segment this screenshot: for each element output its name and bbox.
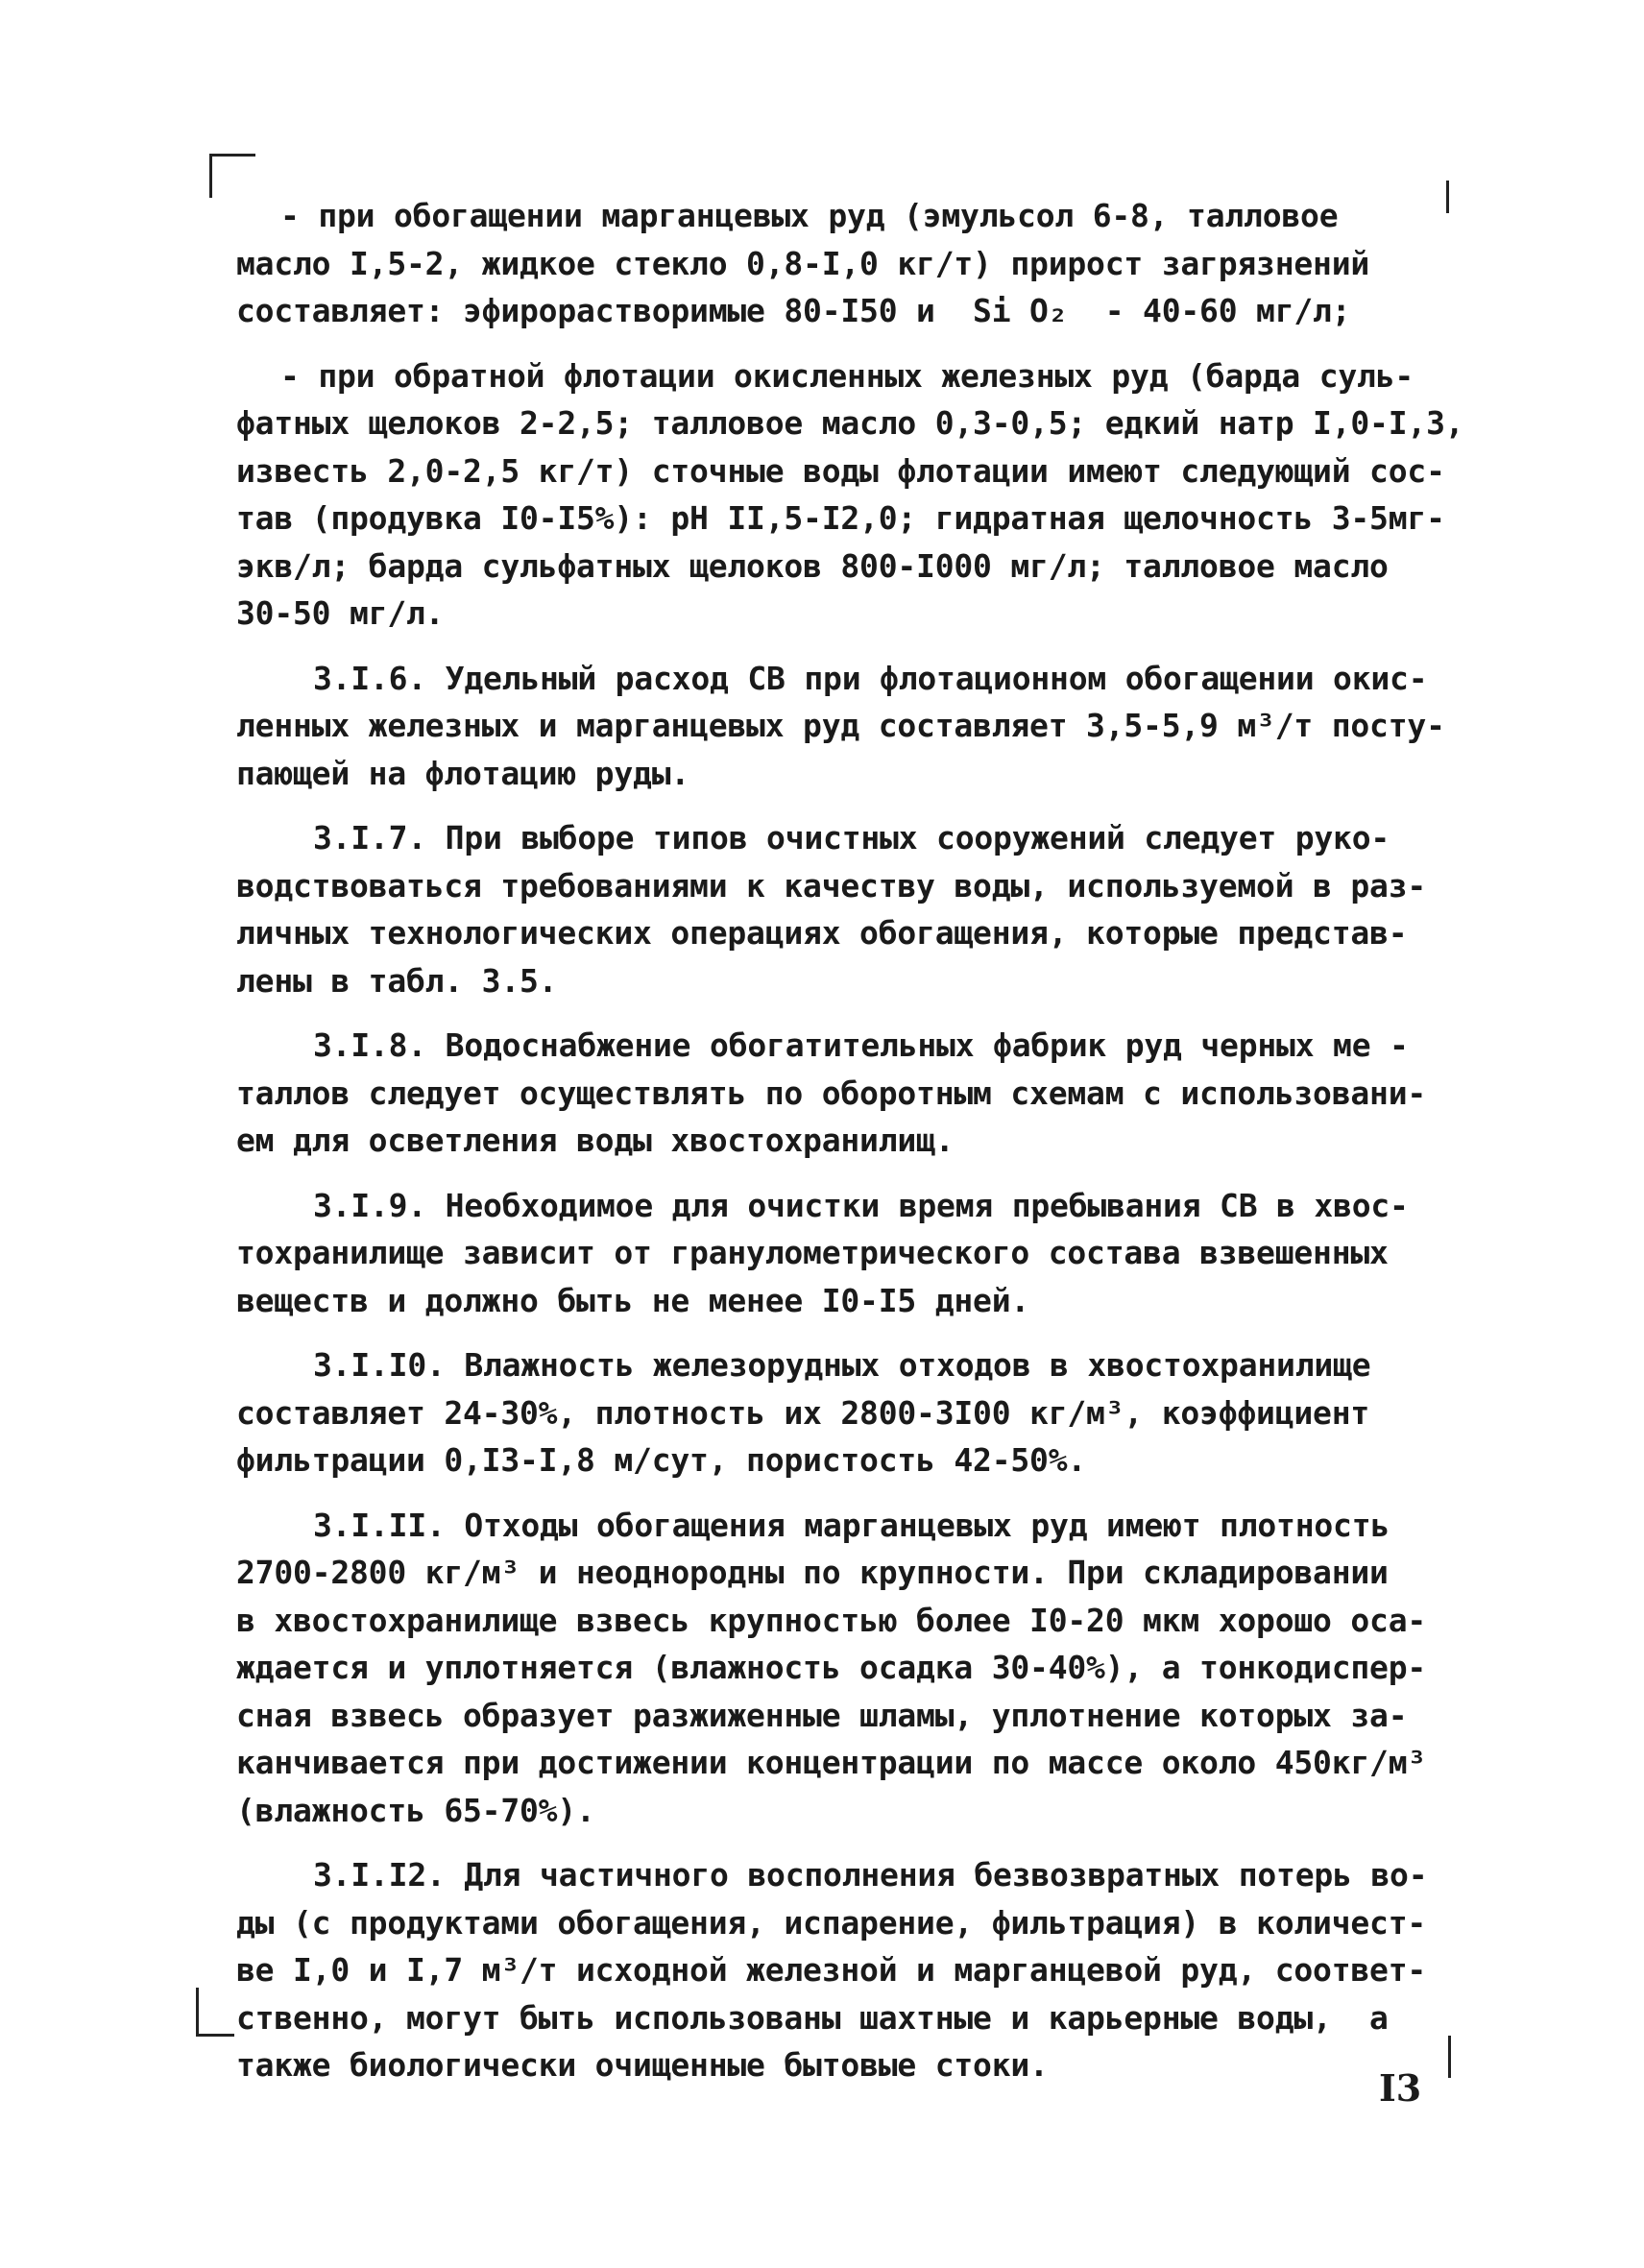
corner-mark-bottom-left-vertical <box>196 1988 199 2036</box>
text-line: составляет: эфирорастворимые 80-I50 и Si O₂ - 40-60 мг/л; <box>236 292 1351 329</box>
text-line: известь 2,0-2,5 кг/т) сточные воды флотации имеют следующий сос- <box>236 451 1445 490</box>
paragraph-p2 <box>236 352 1475 638</box>
paragraph-p7 <box>236 1341 1475 1484</box>
text-line: фатных щелоков 2-2,5; талловое масло 0,3-0,5; едкий натр I,0-I,3, <box>236 404 1464 442</box>
text-line: ем для осветления воды хвостохранилищ. <box>236 1122 955 1159</box>
text-line: ждается и уплотняется (влажность осадка 30-40%), а тонкодиспер- <box>236 1649 1427 1686</box>
corner-mark-bottom-left-horizontal <box>196 2034 234 2037</box>
text-line: 30-50 мг/л. <box>236 594 445 632</box>
page-number: I3 <box>1379 2066 1422 2110</box>
text-line: - при обогащении марганцевых руд (эмульсол 6-8, талловое <box>280 197 1339 234</box>
corner-mark-top-left-vertical <box>209 154 212 198</box>
text-line: таллов следует осуществлять по оборотным схемам с использовани- <box>236 1074 1427 1112</box>
paragraph-p9 <box>236 1851 1475 2089</box>
paragraph-p6 <box>236 1182 1475 1325</box>
paragraph-p5 <box>236 1022 1475 1165</box>
text-line: 3.I.9. Необходимое для очистки время пребывания СВ в хвос- <box>313 1186 1409 1224</box>
corner-mark-top-left-horizontal <box>209 154 255 157</box>
text-line: 3.I.I2. Для частичного восполнения безвозвратных потерь во- <box>313 1856 1428 1894</box>
text-line: личных технологических операциях обогащения, которые представ- <box>236 914 1408 952</box>
text-line: составляет 24-30%, плотность их 2800-3I00 кг/м³, коэффициент <box>236 1393 1370 1432</box>
text-line: 2700-2800 кг/м³ и неоднородны по крупности. При складировании <box>236 1554 1389 1591</box>
paragraph-p3 <box>236 655 1475 798</box>
text-line: 3.I.I0. Влажность железорудных отходов в хвостохранилище <box>313 1346 1371 1384</box>
text-line: 3.I.7. При выборе типов очистных сооружений следует руко- <box>313 819 1390 857</box>
text-line: канчивается при достижении концентрации по массе около 450кг/м³ <box>236 1744 1427 1781</box>
text-line: 3.I.6. Удельный расход СВ при флотационном обогащении окис- <box>313 659 1428 697</box>
text-line: ленных железных и марганцевых руд составляет 3,5-5,9 м³/т посту- <box>236 707 1445 744</box>
text-line: экв/л; барда сульфатных щелоков 800-I000 мг/л; талловое масло <box>236 546 1389 585</box>
text-line: 3.I.8. Водоснабжение обогатительных фабрик руд черных ме - <box>313 1026 1409 1064</box>
text-line: в хвостохранилище взвесь крупностью более I0-20 мкм хорошо оса- <box>236 1601 1427 1639</box>
text-line: ды (с продуктами обогащения, испарение, фильтрация) в количест- <box>236 1903 1427 1942</box>
text-line: ве I,0 и I,7 м³/т исходной железной и марганцевой руд, соответ- <box>236 1951 1427 1989</box>
paragraph-p8 <box>236 1502 1475 1835</box>
text-line: - при обратной флотации окисленных железных руд (барда суль- <box>280 356 1414 395</box>
text-line: сная взвесь образует разжиженные шламы, уплотнение которых за- <box>236 1696 1408 1734</box>
paragraph-p1 <box>236 192 1475 335</box>
text-line: (влажность 65-70%). <box>236 1791 595 1829</box>
text-line: пающей на флотацию руды. <box>236 754 690 792</box>
text-line: ственно, могут быть использованы шахтные и карьерные воды, а <box>236 1998 1389 2037</box>
text-line: тав (продувка I0-I5%): pH II,5-I2,0; гидратная щелочность 3-5мг- <box>236 499 1445 537</box>
text-line: тохранилище зависит от гранулометрического состава взвешенных <box>236 1234 1389 1271</box>
body-text <box>236 192 1475 2107</box>
paragraph-p4 <box>236 814 1475 1004</box>
text-line: водствоваться требованиями к качеству воды, используемой в раз- <box>236 866 1427 905</box>
text-line: фильтрации 0,I3-I,8 м/сут, пористость 42-50%. <box>236 1441 1087 1479</box>
text-line: лены в табл. 3.5. <box>236 961 558 1000</box>
text-line: масло I,5-2, жидкое стекло 0,8-I,0 кг/т) прирост загрязнений <box>236 244 1370 282</box>
text-line: 3.I.II. Отходы обогащения марганцевых руд имеют плотность <box>313 1506 1390 1544</box>
text-line: веществ и должно быть не менее I0-I5 дней. <box>236 1281 1030 1319</box>
text-line: также биологически очищенные бытовые стоки. <box>236 2046 1049 2084</box>
